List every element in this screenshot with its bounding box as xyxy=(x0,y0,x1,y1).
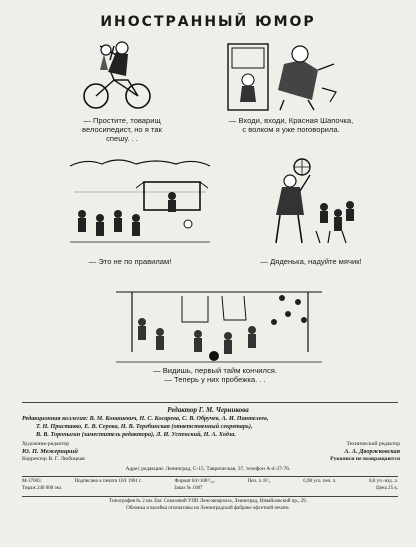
manuscripts-note: Рукописи не возвращаются xyxy=(330,455,400,462)
cartoon-goal xyxy=(66,152,214,248)
caption-line: спешу. . . xyxy=(106,134,138,143)
printer-line: Типография № 2 им. Евг. Соколовой УПП Ленсовнархоза, Ленинград, Измайловский пр., 29. xyxy=(109,499,307,504)
printer-line: Обложка и вклейка отпечатаны на Ленинградской фабрике офсетной печати. xyxy=(126,505,290,511)
print-cell: М-37003. xyxy=(22,479,42,484)
caption-line: — Теперь у них пробежка. . . xyxy=(164,375,266,384)
printer-block xyxy=(0,499,416,512)
caption-line: — Входи, входи, Красная Шапочка, xyxy=(228,116,354,125)
art-editor-name: Ю. П. Межерицкий xyxy=(22,448,78,456)
caption-line: — Простите, товарищ xyxy=(83,116,161,125)
goal-drawing xyxy=(66,152,214,248)
cyclist-drawing xyxy=(70,40,160,112)
board-label: Редакционная коллегия: xyxy=(22,415,89,422)
print-cell: Подписано к печати 10/I 1961 г. xyxy=(74,479,142,484)
art-editor-block xyxy=(22,441,212,463)
board-line: В. М. Конашевич, Н. С. Косарева, С. В. Обручев, А. И. Пантелеев, xyxy=(89,415,269,422)
print-rule xyxy=(22,476,398,477)
caption-red-riding-hood xyxy=(212,116,370,134)
first-half-drawing xyxy=(112,282,326,366)
caption-line: — Видишь, первый тайм кончился. xyxy=(152,366,277,375)
cartoon-red-riding-hood xyxy=(222,40,342,112)
board-line: В. В. Торопыгин (заместитель редактора), Л. И. Успенский, Н. А. Ходза. xyxy=(36,431,236,438)
caption-cyclist xyxy=(62,116,182,143)
tech-editor-block xyxy=(250,441,400,463)
editor-line: Редактор Г. М. Черникова xyxy=(167,406,249,414)
printer-rule xyxy=(22,496,398,497)
caption-line: — Это не по правилам! xyxy=(88,257,172,266)
caption-line: с волком я уже поговорила. xyxy=(242,125,340,134)
print-cell: Заказ № 1087 xyxy=(174,486,203,491)
tech-editor-label: Технический редактор xyxy=(346,441,400,447)
print-cell: Печ. л. 8¹/₂ xyxy=(247,479,271,484)
caption-ball xyxy=(246,257,376,266)
ball-drawing xyxy=(260,155,360,249)
art-editor-label: Художник-редактор xyxy=(22,441,70,447)
caption-line: — Дяденька, надуйте мячик! xyxy=(260,257,362,266)
caption-first-half xyxy=(140,366,290,384)
print-cell: 8,8 уч.-изд. л. xyxy=(369,479,398,484)
print-row-1 xyxy=(22,479,398,484)
cartoon-ball xyxy=(260,155,360,249)
page-title: ИНОСТРАННЫЙ ЮМОР xyxy=(100,14,316,30)
board-line: Т. Н. Приставко, Е. В. Серова, Н. В. Теребинская (ответственный секретарь), xyxy=(36,423,253,430)
colophon-rule xyxy=(22,402,398,403)
print-cell: 6,98 усл. печ. л. xyxy=(303,479,337,484)
caption-goal xyxy=(74,257,186,266)
caption-line: велосипедист, но я так xyxy=(82,125,162,134)
address-line: Адрес редакции: Ленинград, С-15, Таврическая, 37, телефон А-4-37-76. xyxy=(125,466,291,472)
red-riding-hood-drawing xyxy=(222,40,342,112)
print-cell: Тираж 240 000 экз. xyxy=(22,486,63,491)
cartoon-cyclist xyxy=(70,40,160,112)
editorial-board xyxy=(22,415,402,439)
print-cell: Цена 25 к. xyxy=(376,486,398,491)
cartoon-first-half xyxy=(112,282,326,366)
print-cell: Формат 84×108¹/₁₆. xyxy=(174,479,215,484)
corrector: Корректор В. Г. Любицкая xyxy=(22,455,85,462)
tech-editor-name: А. А. Дворжковская xyxy=(344,448,400,456)
